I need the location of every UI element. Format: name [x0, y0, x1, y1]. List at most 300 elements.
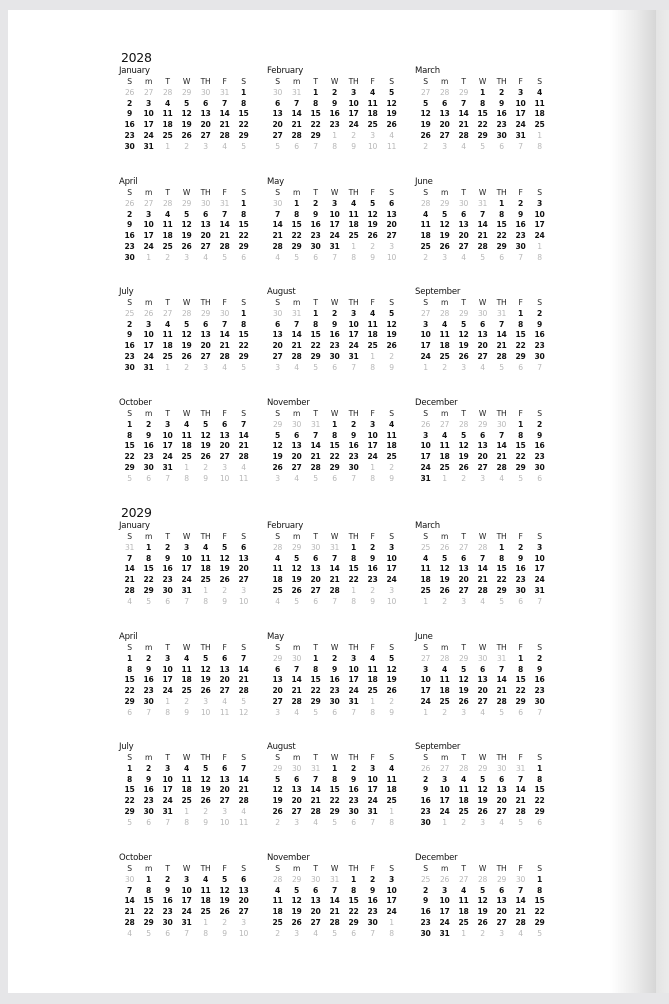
day-cell: 31: [162, 806, 173, 816]
day-cell: 29: [329, 462, 340, 472]
day-cell: 23: [534, 452, 545, 462]
day-cell: 5: [370, 198, 375, 208]
weekday-header: S: [241, 409, 246, 418]
day-cell: 7: [222, 98, 227, 108]
day-cell: 24: [420, 462, 431, 472]
day-cell: 6: [275, 319, 280, 329]
adjacent-month-day-cell: 6: [332, 707, 337, 717]
day-cell: 22: [143, 575, 154, 585]
day-cell: 30: [348, 462, 359, 472]
day-cell: 30: [534, 696, 545, 706]
day-cell: 11: [162, 109, 173, 119]
day-cell: 15: [348, 896, 359, 906]
weekday-header: TH: [496, 643, 507, 652]
day-cell: 9: [351, 430, 356, 440]
adjacent-month-day-cell: 8: [203, 596, 208, 606]
month-name: January: [119, 66, 150, 76]
day-cell: 12: [386, 319, 397, 329]
adjacent-month-day-cell: 31: [124, 542, 135, 552]
day-cell: 29: [534, 806, 545, 816]
day-cell: 21: [458, 120, 469, 130]
day-cell: 12: [386, 98, 397, 108]
day-cell: 5: [480, 885, 485, 895]
adjacent-month-day-cell: 5: [537, 928, 542, 938]
day-cell: 30: [348, 806, 359, 816]
adjacent-month-day-cell: 11: [238, 817, 249, 827]
day-cell: 30: [143, 462, 154, 472]
weekday-header: m: [440, 77, 449, 86]
weekday-header: W: [330, 753, 339, 762]
adjacent-month-day-cell: 5: [518, 817, 523, 827]
adjacent-month-day-cell: 6: [165, 596, 170, 606]
day-cell: 5: [294, 885, 299, 895]
weekday-header: W: [478, 643, 487, 652]
day-cell: 22: [124, 452, 135, 462]
adjacent-month-day-cell: 11: [386, 141, 397, 151]
day-cell: 4: [184, 419, 189, 429]
adjacent-month-day-cell: 7: [165, 817, 170, 827]
day-cell: 20: [219, 675, 230, 685]
day-cell: 21: [477, 231, 488, 241]
adjacent-month-day-cell: 5: [480, 252, 485, 262]
adjacent-month-day-cell: 26: [124, 87, 135, 97]
weekday-header: S: [389, 409, 394, 418]
weekday-header: T: [313, 532, 318, 541]
day-cell: 11: [420, 220, 431, 230]
weekday-header: S: [127, 298, 132, 307]
day-cell: 11: [420, 564, 431, 574]
weekday-header: F: [518, 643, 523, 652]
day-cell: 6: [222, 763, 227, 773]
day-cell: 9: [537, 664, 542, 674]
day-cell: 18: [162, 341, 173, 351]
weekday-header: F: [518, 753, 523, 762]
day-cell: 4: [442, 430, 447, 440]
day-cell: 6: [313, 885, 318, 895]
day-cell: 4: [389, 763, 394, 773]
adjacent-month-day-cell: 4: [313, 817, 318, 827]
weekday-header: T: [461, 188, 466, 197]
weekday-header: TH: [200, 188, 211, 197]
day-cell: 12: [439, 220, 450, 230]
adjacent-month-day-cell: 8: [165, 707, 170, 717]
adjacent-month-day-cell: 1: [184, 806, 189, 816]
day-cell: 3: [423, 430, 428, 440]
day-cell: 21: [291, 686, 302, 696]
day-cell: 14: [515, 785, 526, 795]
weekday-header: F: [222, 532, 227, 541]
day-cell: 17: [162, 441, 173, 451]
month-grid: [416, 864, 556, 940]
day-cell: 6: [203, 209, 208, 219]
day-cell: 9: [165, 553, 170, 563]
day-cell: 12: [200, 430, 211, 440]
day-cell: 19: [181, 231, 192, 241]
day-cell: 6: [275, 664, 280, 674]
weekday-header: T: [165, 77, 170, 86]
adjacent-month-day-cell: 6: [499, 252, 504, 262]
adjacent-month-day-cell: 3: [442, 252, 447, 262]
day-cell: 3: [165, 419, 170, 429]
adjacent-month-day-cell: 6: [537, 817, 542, 827]
day-cell: 28: [515, 917, 526, 927]
day-cell: 16: [496, 109, 507, 119]
day-cell: 1: [313, 87, 318, 97]
day-cell: 23: [348, 796, 359, 806]
day-cell: 28: [238, 452, 249, 462]
day-cell: 29: [124, 696, 135, 706]
adjacent-month-day-cell: 7: [351, 707, 356, 717]
day-cell: 11: [458, 785, 469, 795]
weekday-header: TH: [496, 532, 507, 541]
adjacent-month-day-cell: 1: [370, 351, 375, 361]
day-cell: 6: [461, 209, 466, 219]
month-grid: [416, 643, 556, 719]
day-cell: 10: [143, 330, 154, 340]
day-cell: 20: [200, 231, 211, 241]
day-cell: 8: [241, 98, 246, 108]
day-cell: 7: [294, 319, 299, 329]
month-block-september: [416, 742, 556, 829]
month-block-october: [120, 398, 260, 485]
day-cell: 5: [294, 553, 299, 563]
adjacent-month-day-cell: 30: [496, 419, 507, 429]
month-grid: [268, 409, 408, 485]
day-cell: 17: [420, 341, 431, 351]
adjacent-month-day-cell: 1: [184, 462, 189, 472]
day-cell: 22: [496, 575, 507, 585]
adjacent-month-day-cell: 3: [241, 917, 246, 927]
day-cell: 6: [499, 885, 504, 895]
adjacent-month-day-cell: 2: [423, 141, 428, 151]
weekday-header: TH: [348, 643, 359, 652]
adjacent-month-day-cell: 10: [219, 473, 230, 483]
day-cell: 15: [124, 785, 135, 795]
day-cell: 21: [329, 575, 340, 585]
day-cell: 9: [146, 664, 151, 674]
day-cell: 22: [143, 907, 154, 917]
adjacent-month-day-cell: 4: [499, 473, 504, 483]
day-cell: 5: [461, 664, 466, 674]
weekday-header: F: [518, 409, 523, 418]
weekday-header: F: [370, 753, 375, 762]
adjacent-month-day-cell: 4: [480, 362, 485, 372]
day-cell: 14: [219, 109, 230, 119]
month-block-february: [268, 66, 408, 153]
day-cell: 17: [515, 109, 526, 119]
day-cell: 27: [310, 917, 321, 927]
day-cell: 1: [127, 653, 132, 663]
day-cell: 15: [143, 896, 154, 906]
day-cell: 25: [200, 907, 211, 917]
day-cell: 24: [162, 686, 173, 696]
day-cell: 12: [272, 785, 283, 795]
adjacent-month-day-cell: 4: [294, 707, 299, 717]
day-cell: 16: [515, 220, 526, 230]
weekday-header: T: [313, 409, 318, 418]
day-cell: 17: [143, 120, 154, 130]
day-cell: 28: [238, 796, 249, 806]
day-cell: 25: [367, 686, 378, 696]
day-cell: 31: [181, 585, 192, 595]
month-name: May: [267, 177, 284, 187]
day-cell: 4: [165, 98, 170, 108]
weekday-header: T: [461, 298, 466, 307]
adjacent-month-day-cell: 29: [439, 198, 450, 208]
day-cell: 30: [329, 696, 340, 706]
adjacent-month-day-cell: 1: [461, 928, 466, 938]
day-cell: 17: [386, 564, 397, 574]
day-cell: 13: [272, 330, 283, 340]
month-name: December: [415, 853, 458, 863]
day-cell: 7: [127, 885, 132, 895]
day-cell: 13: [310, 564, 321, 574]
adjacent-month-day-cell: 26: [420, 763, 431, 773]
weekday-header: TH: [496, 409, 507, 418]
month-grid: [120, 77, 260, 153]
day-cell: 13: [477, 330, 488, 340]
day-cell: 12: [367, 209, 378, 219]
day-cell: 21: [291, 341, 302, 351]
day-cell: 6: [294, 774, 299, 784]
adjacent-month-day-cell: 28: [162, 198, 173, 208]
day-cell: 23: [329, 120, 340, 130]
adjacent-month-day-cell: 6: [165, 928, 170, 938]
adjacent-month-day-cell: 30: [200, 87, 211, 97]
day-cell: 29: [310, 130, 321, 140]
day-cell: 4: [370, 653, 375, 663]
month-block-august: [268, 742, 408, 829]
adjacent-month-day-cell: 11: [238, 473, 249, 483]
adjacent-month-day-cell: 6: [351, 928, 356, 938]
weekday-header: S: [423, 532, 428, 541]
adjacent-month-day-cell: 4: [222, 362, 227, 372]
day-cell: 31: [181, 917, 192, 927]
day-cell: 20: [272, 686, 283, 696]
month-block-april: [120, 632, 260, 719]
day-cell: 10: [162, 774, 173, 784]
day-cell: 3: [165, 763, 170, 773]
day-cell: 30: [329, 351, 340, 361]
day-cell: 4: [423, 553, 428, 563]
month-grid: [268, 864, 408, 940]
day-cell: 9: [146, 774, 151, 784]
day-cell: 5: [461, 319, 466, 329]
day-cell: 28: [291, 351, 302, 361]
day-cell: 10: [367, 774, 378, 784]
day-cell: 17: [420, 686, 431, 696]
day-cell: 14: [329, 564, 340, 574]
day-cell: 29: [310, 696, 321, 706]
weekday-header: m: [292, 753, 301, 762]
day-cell: 13: [238, 553, 249, 563]
adjacent-month-day-cell: 3: [275, 707, 280, 717]
day-cell: 28: [124, 585, 135, 595]
day-cell: 26: [458, 696, 469, 706]
day-cell: 8: [537, 774, 542, 784]
adjacent-month-day-cell: 30: [291, 419, 302, 429]
day-cell: 10: [348, 98, 359, 108]
day-cell: 29: [238, 351, 249, 361]
day-cell: 4: [370, 308, 375, 318]
day-cell: 23: [143, 686, 154, 696]
day-cell: 16: [534, 675, 545, 685]
adjacent-month-day-cell: 6: [127, 707, 132, 717]
adjacent-month-day-cell: 3: [222, 462, 227, 472]
day-cell: 4: [442, 319, 447, 329]
day-cell: 23: [124, 351, 135, 361]
day-cell: 7: [332, 553, 337, 563]
day-cell: 16: [420, 796, 431, 806]
day-cell: 31: [329, 241, 340, 251]
adjacent-month-day-cell: 9: [222, 928, 227, 938]
adjacent-month-day-cell: 30: [496, 763, 507, 773]
day-cell: 5: [389, 87, 394, 97]
adjacent-month-day-cell: 5: [480, 141, 485, 151]
weekday-header: W: [478, 77, 487, 86]
weekday-header: F: [370, 298, 375, 307]
day-cell: 25: [439, 696, 450, 706]
day-cell: 29: [310, 351, 321, 361]
day-cell: 12: [458, 441, 469, 451]
day-cell: 14: [496, 441, 507, 451]
adjacent-month-day-cell: 27: [439, 763, 450, 773]
adjacent-month-day-cell: 28: [439, 87, 450, 97]
day-cell: 5: [389, 653, 394, 663]
day-cell: 22: [238, 341, 249, 351]
day-cell: 25: [162, 241, 173, 251]
month-name: November: [267, 398, 310, 408]
weekday-header: TH: [348, 532, 359, 541]
weekday-header: TH: [348, 753, 359, 762]
adjacent-month-day-cell: 4: [241, 806, 246, 816]
weekday-header: S: [389, 532, 394, 541]
month-name: December: [415, 398, 458, 408]
month-grid: [120, 298, 260, 374]
day-cell: 13: [219, 430, 230, 440]
day-cell: 17: [348, 109, 359, 119]
adjacent-month-day-cell: 25: [124, 308, 135, 318]
weekday-header: S: [127, 864, 132, 873]
day-cell: 11: [386, 774, 397, 784]
day-cell: 9: [165, 885, 170, 895]
day-cell: 2: [146, 653, 151, 663]
adjacent-month-day-cell: 28: [272, 874, 283, 884]
day-cell: 9: [499, 98, 504, 108]
month-name: January: [119, 521, 150, 531]
day-cell: 2: [518, 542, 523, 552]
day-cell: 13: [272, 109, 283, 119]
adjacent-month-day-cell: 31: [291, 308, 302, 318]
adjacent-month-day-cell: 5: [332, 928, 337, 938]
weekday-header: S: [127, 77, 132, 86]
day-cell: 26: [458, 351, 469, 361]
day-cell: 21: [272, 231, 283, 241]
day-cell: 21: [515, 796, 526, 806]
day-cell: 30: [420, 928, 431, 938]
day-cell: 15: [329, 785, 340, 795]
day-cell: 26: [386, 686, 397, 696]
day-cell: 24: [420, 696, 431, 706]
day-cell: 15: [496, 564, 507, 574]
weekday-header: m: [292, 298, 301, 307]
weekday-header: TH: [200, 298, 211, 307]
weekday-header: TH: [200, 643, 211, 652]
weekday-header: T: [165, 864, 170, 873]
day-cell: 9: [370, 885, 375, 895]
day-cell: 19: [181, 341, 192, 351]
day-cell: 5: [184, 98, 189, 108]
weekday-header: S: [127, 643, 132, 652]
month-grid: [120, 753, 260, 829]
day-cell: 13: [291, 785, 302, 795]
adjacent-month-day-cell: 5: [499, 362, 504, 372]
month-block-march: [416, 521, 556, 608]
day-cell: 1: [241, 198, 246, 208]
day-cell: 16: [124, 231, 135, 241]
day-cell: 3: [518, 87, 523, 97]
adjacent-month-day-cell: 2: [275, 817, 280, 827]
weekday-header: W: [478, 864, 487, 873]
day-cell: 30: [310, 241, 321, 251]
day-cell: 14: [477, 220, 488, 230]
adjacent-month-day-cell: 26: [143, 308, 154, 318]
day-cell: 20: [272, 341, 283, 351]
day-cell: 1: [127, 419, 132, 429]
adjacent-month-day-cell: 8: [537, 141, 542, 151]
day-cell: 4: [461, 774, 466, 784]
day-cell: 28: [496, 351, 507, 361]
day-cell: 26: [200, 686, 211, 696]
adjacent-month-day-cell: 3: [442, 141, 447, 151]
day-cell: 20: [200, 341, 211, 351]
day-cell: 20: [291, 452, 302, 462]
day-cell: 29: [238, 241, 249, 251]
day-cell: 17: [348, 675, 359, 685]
day-cell: 4: [184, 763, 189, 773]
day-cell: 3: [537, 198, 542, 208]
weekday-header: F: [222, 643, 227, 652]
day-cell: 11: [367, 319, 378, 329]
day-cell: 23: [496, 120, 507, 130]
day-cell: 25: [420, 585, 431, 595]
day-cell: 31: [367, 806, 378, 816]
day-cell: 17: [420, 452, 431, 462]
day-cell: 4: [165, 209, 170, 219]
adjacent-month-day-cell: 31: [219, 87, 230, 97]
day-cell: 28: [124, 917, 135, 927]
day-cell: 28: [291, 130, 302, 140]
day-cell: 2: [537, 653, 542, 663]
day-cell: 11: [348, 209, 359, 219]
month-name: March: [415, 521, 440, 531]
weekday-header: T: [313, 77, 318, 86]
adjacent-month-day-cell: 28: [181, 308, 192, 318]
weekday-header: S: [275, 532, 280, 541]
day-cell: 18: [534, 109, 545, 119]
day-cell: 14: [291, 675, 302, 685]
day-cell: 31: [439, 928, 450, 938]
day-cell: 26: [458, 462, 469, 472]
day-cell: 16: [515, 564, 526, 574]
day-cell: 17: [386, 896, 397, 906]
adjacent-month-day-cell: 12: [238, 707, 249, 717]
day-cell: 29: [496, 585, 507, 595]
day-cell: 27: [200, 351, 211, 361]
weekday-header: S: [537, 864, 542, 873]
day-cell: 16: [143, 675, 154, 685]
adjacent-month-day-cell: 30: [310, 542, 321, 552]
